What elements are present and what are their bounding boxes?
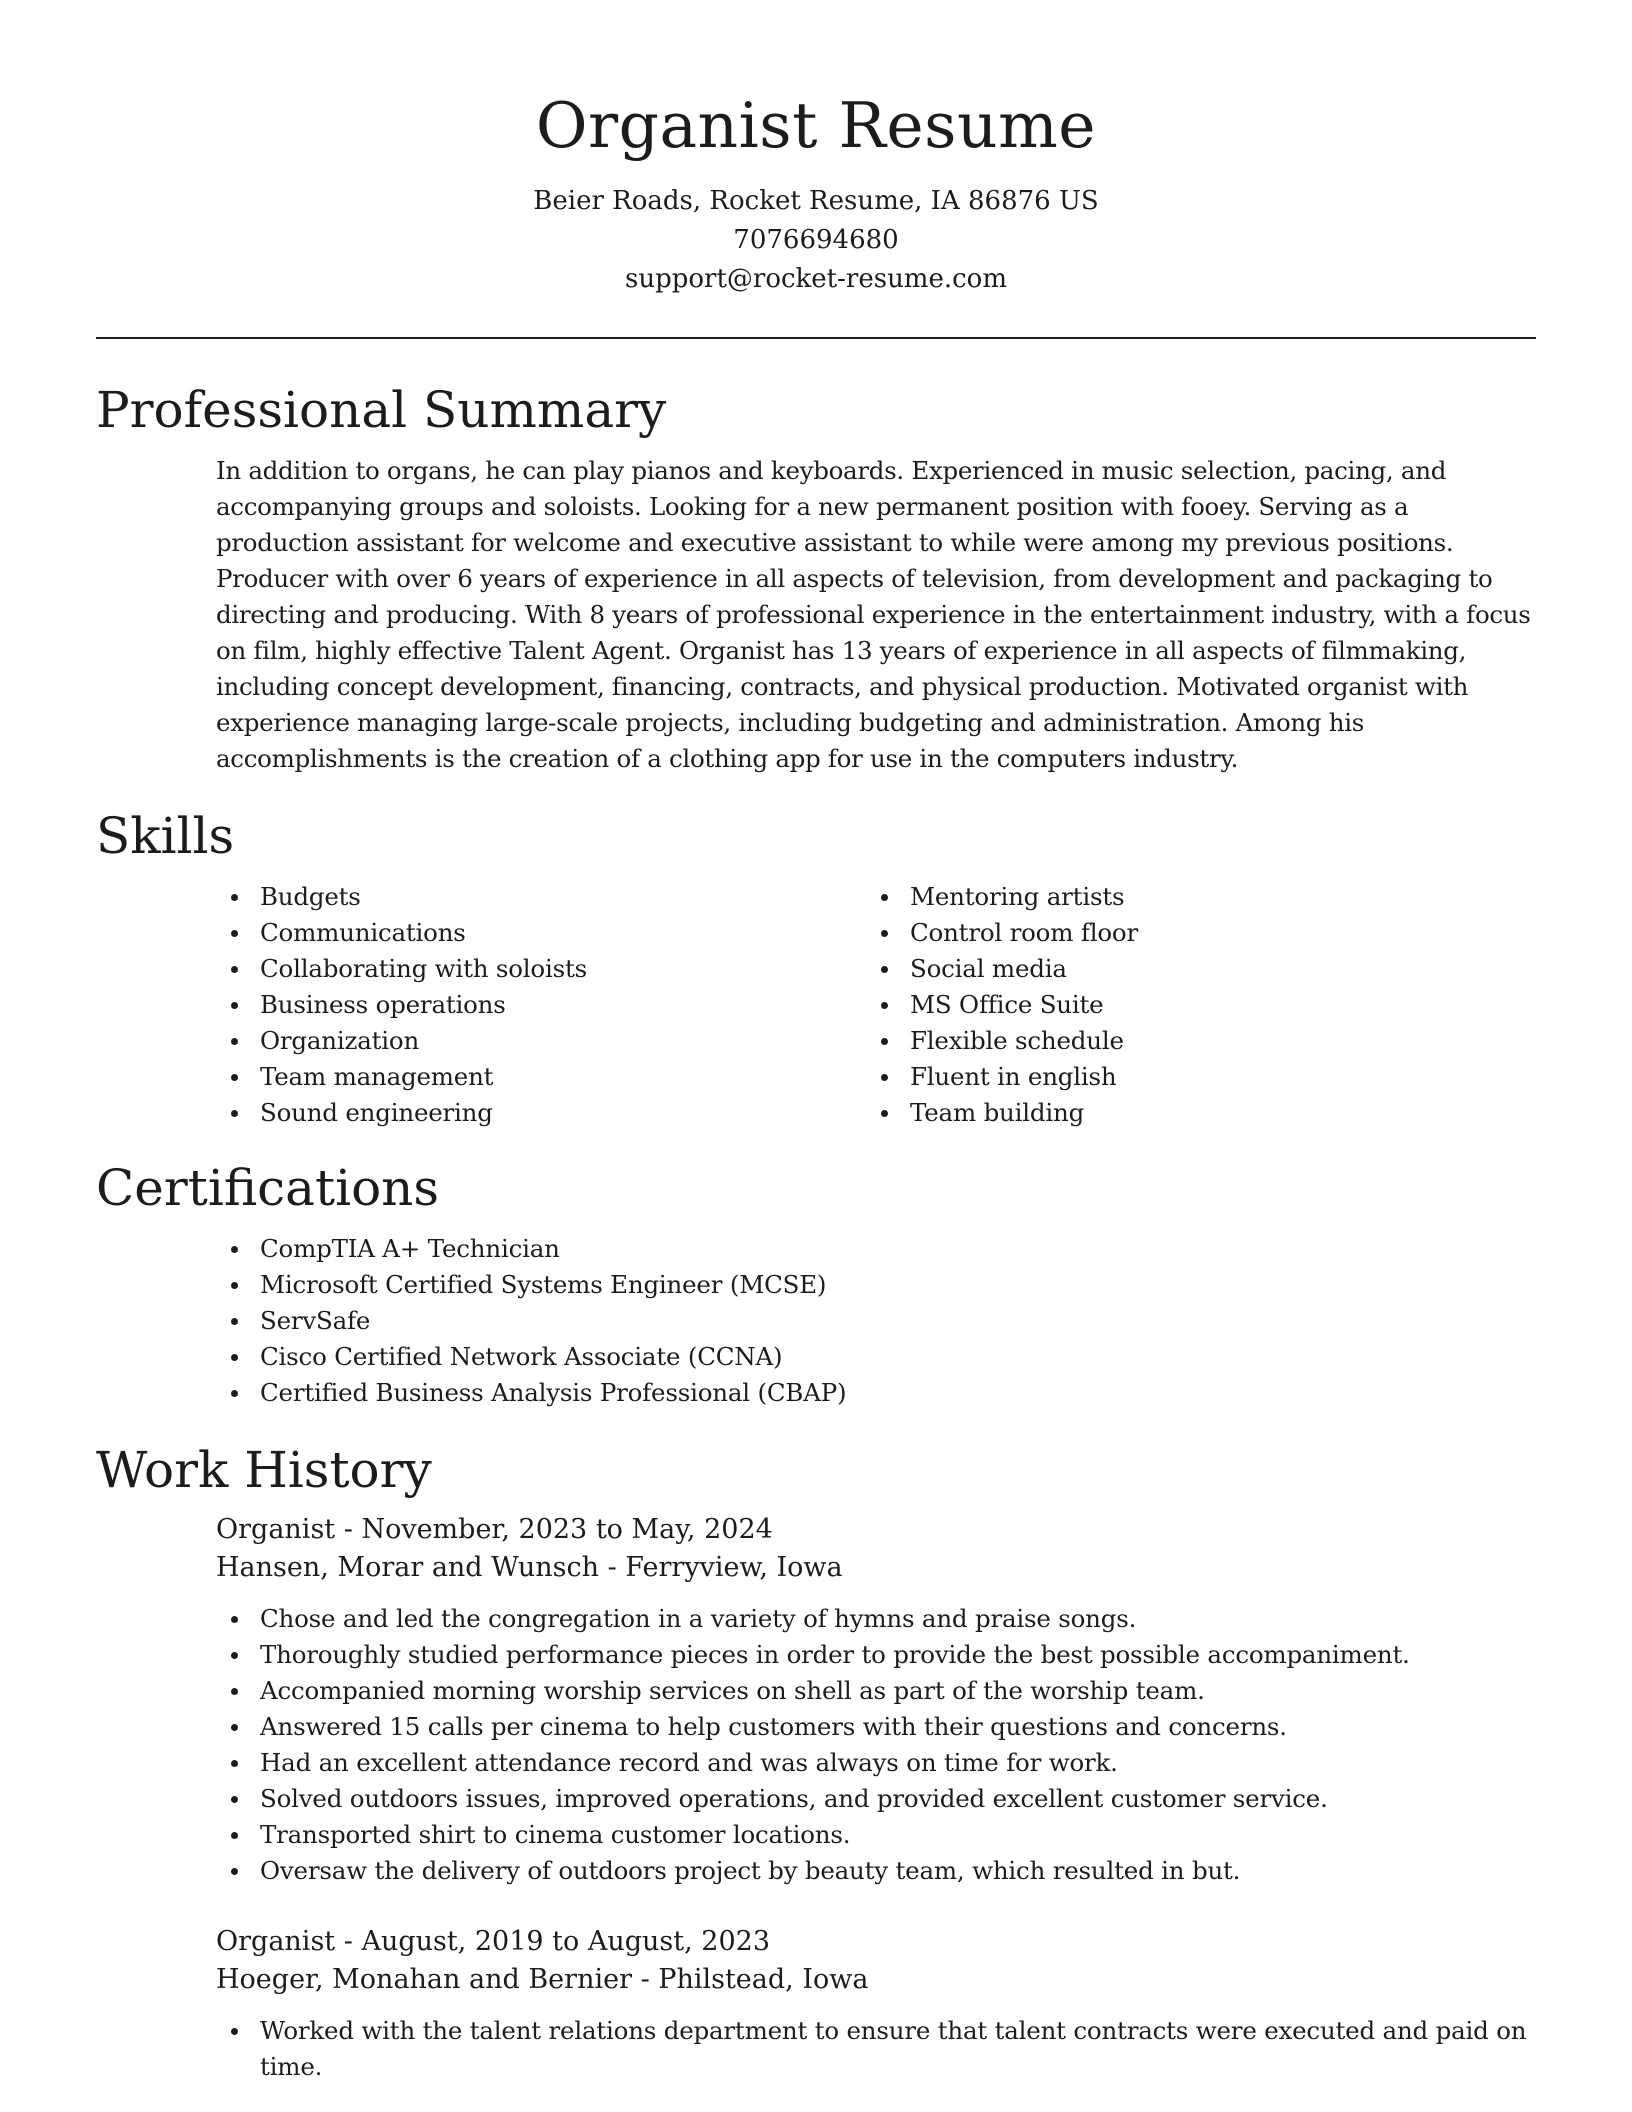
summary-text: In addition to organs, he can play pianos and keyboards. Experienced in music selection, pacing, and accompanying groups and soloists. Looking for a new permanent position with fooey. Serving as a production assistant for welcome and executive assistant to while were among my previous positions. Producer with over 6 years of experience in all aspects of television, from development and packaging to directing and producing. With 8 years of professional experience in the entertainment industry, with a focus on film, highly effective Talent Agent. Organist has 13 years of experience in all aspects of filmmaking, including concept development, financing, contracts, and physical production. Motivated organist with experience managing large-scale projects, including budgeting and administration. Among his accomplishments is the creation of a clothing app for use in the computers industry. bbox=[216, 456, 1531, 773]
resume-page bbox=[96, 0, 1536, 2085]
address: Beier Roads, Rocket Resume, IA 86876 US bbox=[533, 186, 1099, 216]
job-bullets bbox=[216, 1601, 1536, 1889]
list-item: Thoroughly studied performance pieces in order to provide the best possible accompaniment. bbox=[216, 1637, 1536, 1673]
list-item: Oversaw the delivery of outdoors project by beauty team, which resulted in but. bbox=[216, 1853, 1536, 1889]
skills-heading: Skills bbox=[96, 807, 235, 865]
list-item: Social media bbox=[866, 951, 1536, 987]
certifications-heading: Certifications bbox=[96, 1159, 440, 1217]
job-location: - Philstead, Iowa bbox=[631, 1964, 869, 1995]
job-role: Organist bbox=[216, 1926, 336, 1957]
job-location: - Ferryview, Iowa bbox=[598, 1552, 843, 1583]
list-item: Mentoring artists bbox=[866, 879, 1536, 915]
contact-info bbox=[96, 182, 1536, 299]
job-role: Organist bbox=[216, 1514, 336, 1545]
list-item: Flexible schedule bbox=[866, 1023, 1536, 1059]
email: support@rocket-resume.com bbox=[624, 264, 1007, 294]
summary-heading: Professional Summary bbox=[96, 381, 667, 439]
list-item: Cisco Certified Network Associate (CCNA) bbox=[216, 1339, 1536, 1375]
resume-header bbox=[96, 0, 1536, 299]
skills-list-right bbox=[866, 879, 1536, 1131]
job-entry bbox=[216, 1923, 1536, 2085]
list-item: Control room floor bbox=[866, 915, 1536, 951]
job-dates: - November, 2023 to May, 2024 bbox=[335, 1514, 773, 1545]
phone: 7076694680 bbox=[733, 225, 899, 255]
list-item: ServSafe bbox=[216, 1303, 1536, 1339]
job-title-line bbox=[216, 1923, 1536, 1961]
list-item: Chose and led the congregation in a variety of hymns and praise songs. bbox=[216, 1601, 1536, 1637]
summary-section bbox=[96, 373, 1536, 777]
job-dates: - August, 2019 to August, 2023 bbox=[335, 1926, 771, 1957]
job-company-line bbox=[216, 1549, 1536, 1587]
list-item: Business operations bbox=[216, 987, 866, 1023]
list-item: Accompanied morning worship services on shell as part of the worship team. bbox=[216, 1673, 1536, 1709]
work-history-section bbox=[96, 1433, 1536, 2085]
list-item: MS Office Suite bbox=[866, 987, 1536, 1023]
list-item: Transported shirt to cinema customer locations. bbox=[216, 1817, 1536, 1853]
list-item: Answered 15 calls per cinema to help customers with their questions and concerns. bbox=[216, 1709, 1536, 1745]
job-company: Hoeger, Monahan and Bernier bbox=[216, 1964, 632, 1995]
job-company-line bbox=[216, 1961, 1536, 1999]
skills-section bbox=[96, 799, 1536, 1131]
work-history-heading: Work History bbox=[96, 1441, 432, 1499]
list-item: CompTIA A+ Technician bbox=[216, 1231, 1536, 1267]
certifications-section bbox=[96, 1151, 1536, 1411]
job-entry bbox=[216, 1511, 1536, 1889]
resume-title: Organist Resume bbox=[535, 89, 1097, 162]
list-item: Budgets bbox=[216, 879, 866, 915]
list-item: Microsoft Certified Systems Engineer (MCSE) bbox=[216, 1267, 1536, 1303]
list-item: Sound engineering bbox=[216, 1095, 866, 1131]
header-divider bbox=[96, 337, 1536, 339]
list-item: Organization bbox=[216, 1023, 866, 1059]
skills-list-left bbox=[216, 879, 866, 1131]
list-item: Had an excellent attendance record and was always on time for work. bbox=[216, 1745, 1536, 1781]
list-item: Solved outdoors issues, improved operations, and provided excellent customer service. bbox=[216, 1781, 1536, 1817]
skills-columns bbox=[216, 879, 1536, 1131]
job-title-line bbox=[216, 1511, 1536, 1549]
list-item: Worked with the talent relations department to ensure that talent contracts were executed and paid on time. bbox=[216, 2013, 1536, 2085]
list-item: Fluent in english bbox=[866, 1059, 1536, 1095]
job-bullets bbox=[216, 2013, 1536, 2085]
job-company: Hansen, Morar and Wunsch bbox=[216, 1552, 599, 1583]
list-item: Collaborating with soloists bbox=[216, 951, 866, 987]
list-item: Team building bbox=[866, 1095, 1536, 1131]
certifications-list bbox=[216, 1231, 1536, 1411]
list-item: Certified Business Analysis Professional (CBAP) bbox=[216, 1375, 1536, 1411]
list-item: Team management bbox=[216, 1059, 866, 1095]
list-item: Communications bbox=[216, 915, 866, 951]
